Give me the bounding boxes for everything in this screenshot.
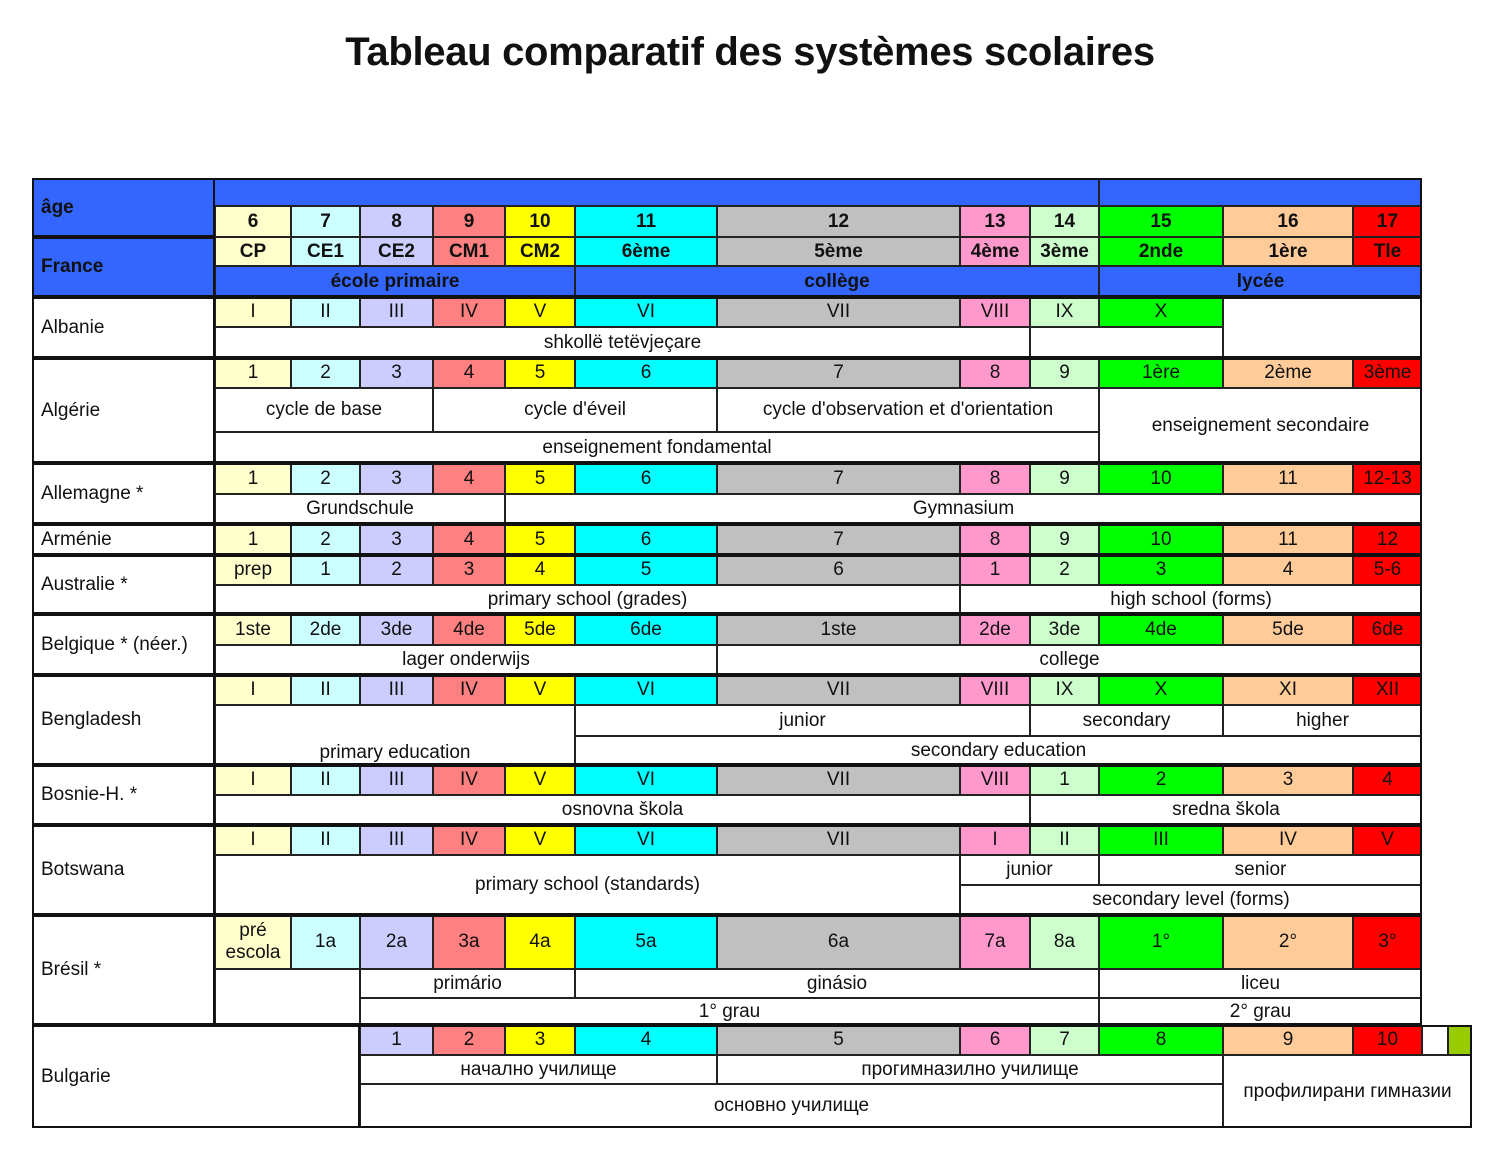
age-cell: 13	[960, 206, 1030, 237]
grade-cell: 12-13	[1353, 463, 1422, 494]
grade-cell: 8a	[1030, 915, 1099, 969]
stage-cell: Gymnasium	[505, 494, 1422, 524]
grade-cell: 4a	[505, 915, 575, 969]
grade-cell: 7	[1030, 1025, 1099, 1055]
grade-cell: 2°	[1223, 915, 1353, 969]
grade-cell: II	[291, 825, 360, 855]
grade-cell: 6de	[575, 614, 717, 645]
grade-cell: 2	[291, 463, 360, 494]
grade-cell: VII	[717, 297, 960, 327]
grade-cell: 5	[505, 358, 575, 388]
stage-cell: secondary	[1030, 705, 1223, 736]
age-cell: 16	[1223, 206, 1353, 237]
country-label: Belgique * (néer.)	[32, 614, 215, 675]
grade-cell: 11	[1223, 524, 1353, 555]
country-label: Bengladesh	[32, 675, 215, 765]
grade-cell: 7a	[960, 915, 1030, 969]
stage-cell: higher	[1223, 705, 1422, 736]
grade-cell: 5	[505, 524, 575, 555]
grade-cell: VII	[717, 765, 960, 795]
empty-cell	[1422, 1025, 1448, 1055]
grade-cell: 4	[505, 555, 575, 585]
grade-cell: II	[291, 675, 360, 705]
grade-cell: 4	[1353, 765, 1422, 795]
stage-cell: enseignement secondaire	[1099, 388, 1422, 463]
grade-cell: 4de	[433, 614, 505, 645]
grade-cell: V	[505, 675, 575, 705]
grade-cell: 5de	[505, 614, 575, 645]
country-label: Arménie	[32, 524, 215, 555]
grade-cell: 2	[360, 555, 433, 585]
grade-cell: 3	[1099, 555, 1223, 585]
country-label: Brésil *	[32, 915, 215, 1025]
grade-cell: 1°	[1099, 915, 1223, 969]
grade-cell: VIII	[960, 765, 1030, 795]
grade-cell: 1	[960, 555, 1030, 585]
grade-cell: 3de	[1030, 614, 1099, 645]
grade-cell: 2	[291, 358, 360, 388]
country-label: Albanie	[32, 297, 215, 358]
grade-cell: 7	[717, 524, 960, 555]
grade-cell: 2	[1030, 555, 1099, 585]
grade-cell: 8	[960, 524, 1030, 555]
grade-cell: 4	[433, 524, 505, 555]
grade-cell: 5-6	[1353, 555, 1422, 585]
grade-cell: 6	[717, 555, 960, 585]
stage-cell: enseignement fondamental	[215, 432, 1099, 463]
stage-cell: secondary level (forms)	[960, 885, 1422, 915]
stage-cell: senior	[1099, 855, 1422, 885]
grade-cell: 1	[291, 555, 360, 585]
grade-cell: V	[1353, 825, 1422, 855]
grade-cell: 3°	[1353, 915, 1422, 969]
grade-cell: 11	[1223, 463, 1353, 494]
france-class-cell: CP	[215, 237, 291, 266]
stage-cell: ginásio	[575, 969, 1099, 998]
grade-cell: VII	[717, 675, 960, 705]
grade-cell: III	[360, 675, 433, 705]
grade-cell: 5	[505, 463, 575, 494]
country-label: Allemagne *	[32, 463, 215, 524]
stage-cell: shkollë tetëvjeçare	[215, 327, 1030, 358]
grade-cell: V	[505, 297, 575, 327]
grade-cell: 1a	[291, 915, 360, 969]
grade-cell: 2a	[360, 915, 433, 969]
grade-cell: 6a	[717, 915, 960, 969]
france-stage-cell: école primaire	[215, 266, 575, 297]
grade-cell: prep	[215, 555, 291, 585]
grade-cell: X	[1099, 297, 1223, 327]
grade-cell: 12	[1353, 524, 1422, 555]
empty-cell	[1030, 327, 1223, 358]
grade-cell: 3	[360, 463, 433, 494]
france-class-cell: 1ère	[1223, 237, 1353, 266]
france-class-cell: 6ème	[575, 237, 717, 266]
grade-cell: 9	[1030, 463, 1099, 494]
stage-cell: профилирани гимназии	[1223, 1055, 1472, 1128]
stage-cell: основно училище	[360, 1084, 1223, 1128]
grade-cell: III	[1099, 825, 1223, 855]
france-class-cell: 4ème	[960, 237, 1030, 266]
grade-cell: IV	[433, 675, 505, 705]
grade-cell: 4de	[1099, 614, 1223, 645]
france-class-cell: CE2	[360, 237, 433, 266]
grade-cell: VI	[575, 297, 717, 327]
age-cell: 14	[1030, 206, 1099, 237]
grade-cell: 9	[1223, 1025, 1353, 1055]
grade-cell: 5	[717, 1025, 960, 1055]
grade-cell: 4	[575, 1025, 717, 1055]
stage-cell: Grundschule	[215, 494, 505, 524]
grade-cell: I	[215, 825, 291, 855]
grade-cell: 1	[215, 358, 291, 388]
grade-cell: 10	[1353, 1025, 1422, 1055]
grade-cell: 5a	[575, 915, 717, 969]
grade-cell: 9	[1030, 524, 1099, 555]
france-class-cell: CM2	[505, 237, 575, 266]
grade-cell: 10	[1099, 524, 1223, 555]
grade-cell: 1	[360, 1025, 433, 1055]
grade-cell: 6	[575, 463, 717, 494]
grade-cell: 3	[360, 358, 433, 388]
france-class-cell: 2nde	[1099, 237, 1223, 266]
stage-cell: osnovna škola	[215, 795, 1030, 825]
stage-cell: cycle de base	[215, 388, 433, 432]
grade-cell: 4	[433, 358, 505, 388]
grade-cell: 1ère	[1099, 358, 1223, 388]
grade-cell: I	[215, 297, 291, 327]
france-stage-cell: collège	[575, 266, 1099, 297]
stage-cell: high school (forms)	[960, 585, 1422, 614]
grade-cell: 5de	[1223, 614, 1353, 645]
grade-cell: 2de	[291, 614, 360, 645]
grade-cell: 2	[433, 1025, 505, 1055]
country-label: Botswana	[32, 825, 215, 915]
stage-cell: junior	[960, 855, 1099, 885]
grade-cell: X	[1099, 675, 1223, 705]
country-label: Bulgarie	[32, 1025, 360, 1128]
grade-cell: 8	[960, 463, 1030, 494]
grade-cell: III	[360, 765, 433, 795]
stage-cell: secondary education	[575, 736, 1422, 765]
grade-cell: 8	[1099, 1025, 1223, 1055]
age-cell: 9	[433, 206, 505, 237]
grade-cell: 3a	[433, 915, 505, 969]
france-class-cell: CM1	[433, 237, 505, 266]
france-class-cell: 3ème	[1030, 237, 1099, 266]
country-label: Algérie	[32, 358, 215, 463]
grade-cell: 7	[717, 463, 960, 494]
stage-cell: 1° grau	[360, 998, 1099, 1025]
stage-cell: начално училище	[360, 1055, 717, 1084]
stage-cell: primary education	[215, 705, 575, 765]
grade-cell: VIII	[960, 675, 1030, 705]
grade-cell: 1	[215, 463, 291, 494]
grade-cell: V	[505, 765, 575, 795]
header-bar	[1099, 178, 1422, 206]
grade-cell: 2de	[960, 614, 1030, 645]
age-cell: 10	[505, 206, 575, 237]
grade-cell: 1ste	[717, 614, 960, 645]
grade-cell: 1ste	[215, 614, 291, 645]
grade-cell: 8	[960, 358, 1030, 388]
grade-cell: 9	[1030, 358, 1099, 388]
grade-cell: III	[360, 297, 433, 327]
grade-cell: IX	[1030, 675, 1099, 705]
grade-cell: 6	[575, 524, 717, 555]
empty-cell	[215, 969, 360, 1025]
stage-cell: college	[717, 645, 1422, 675]
stage-cell: прогимназилно училище	[717, 1055, 1223, 1084]
grade-cell: XII	[1353, 675, 1422, 705]
grade-cell: II	[291, 297, 360, 327]
grade-cell: VI	[575, 675, 717, 705]
stage-cell: sredna škola	[1030, 795, 1422, 825]
country-label: âge	[32, 178, 215, 237]
grade-cell: 1	[215, 524, 291, 555]
age-cell: 7	[291, 206, 360, 237]
grade-cell: 3	[360, 524, 433, 555]
stage-cell: liceu	[1099, 969, 1422, 998]
france-class-cell: CE1	[291, 237, 360, 266]
stage-cell: junior	[575, 705, 1030, 736]
grade-cell: IV	[433, 765, 505, 795]
school-systems-table	[32, 178, 1474, 1130]
grade-cell: 7	[717, 358, 960, 388]
grade-cell: 6de	[1353, 614, 1422, 645]
age-cell: 8	[360, 206, 433, 237]
grade-cell: I	[215, 765, 291, 795]
country-label: France	[32, 237, 215, 297]
country-label: Australie *	[32, 555, 215, 614]
age-cell: 15	[1099, 206, 1223, 237]
page-title: Tableau comparatif des systèmes scolaires	[345, 30, 1155, 74]
france-class-cell: Tle	[1353, 237, 1422, 266]
grade-cell: 5	[575, 555, 717, 585]
grade-cell: I	[215, 675, 291, 705]
grade-cell: 2	[291, 524, 360, 555]
grade-cell: II	[1030, 825, 1099, 855]
grade-cell: V	[505, 825, 575, 855]
grade-cell: IX	[1030, 297, 1099, 327]
grade-cell: III	[360, 825, 433, 855]
grade-cell: VI	[575, 765, 717, 795]
grade-cell: 3	[1223, 765, 1353, 795]
grade-cell: 1	[1030, 765, 1099, 795]
grade-cell: 10	[1099, 463, 1223, 494]
france-stage-cell: lycée	[1099, 266, 1422, 297]
grade-cell: VI	[575, 825, 717, 855]
france-class-cell: 5ème	[717, 237, 960, 266]
grade-cell: 4	[1223, 555, 1353, 585]
grade-cell: IV	[433, 297, 505, 327]
grade-cell: 3ème	[1353, 358, 1422, 388]
country-label: Bosnie-H. *	[32, 765, 215, 825]
grade-cell: 4	[433, 463, 505, 494]
stage-cell: lager onderwijs	[215, 645, 717, 675]
extra-color-cell	[1448, 1025, 1472, 1055]
stage-cell: primário	[360, 969, 575, 998]
grade-cell: XI	[1223, 675, 1353, 705]
stage-cell: primary school (grades)	[215, 585, 960, 614]
age-cell: 11	[575, 206, 717, 237]
grade-cell: VII	[717, 825, 960, 855]
grade-cell: 3	[505, 1025, 575, 1055]
grade-cell: pré escola	[215, 915, 291, 969]
grade-cell: 3	[433, 555, 505, 585]
grade-cell: VIII	[960, 297, 1030, 327]
grade-cell: 3de	[360, 614, 433, 645]
grade-cell: 2ème	[1223, 358, 1353, 388]
age-cell: 17	[1353, 206, 1422, 237]
grade-cell: IV	[1223, 825, 1353, 855]
age-cell: 12	[717, 206, 960, 237]
age-cell: 6	[215, 206, 291, 237]
empty-cell	[1223, 297, 1422, 358]
stage-cell: primary school (standards)	[215, 855, 960, 915]
stage-cell: 2° grau	[1099, 998, 1422, 1025]
grade-cell: 6	[575, 358, 717, 388]
grade-cell: 6	[960, 1025, 1030, 1055]
grade-cell: IV	[433, 825, 505, 855]
grade-cell: II	[291, 765, 360, 795]
grade-cell: I	[960, 825, 1030, 855]
stage-cell: cycle d'observation et d'orientation	[717, 388, 1099, 432]
stage-cell: cycle d'éveil	[433, 388, 717, 432]
grade-cell: 2	[1099, 765, 1223, 795]
